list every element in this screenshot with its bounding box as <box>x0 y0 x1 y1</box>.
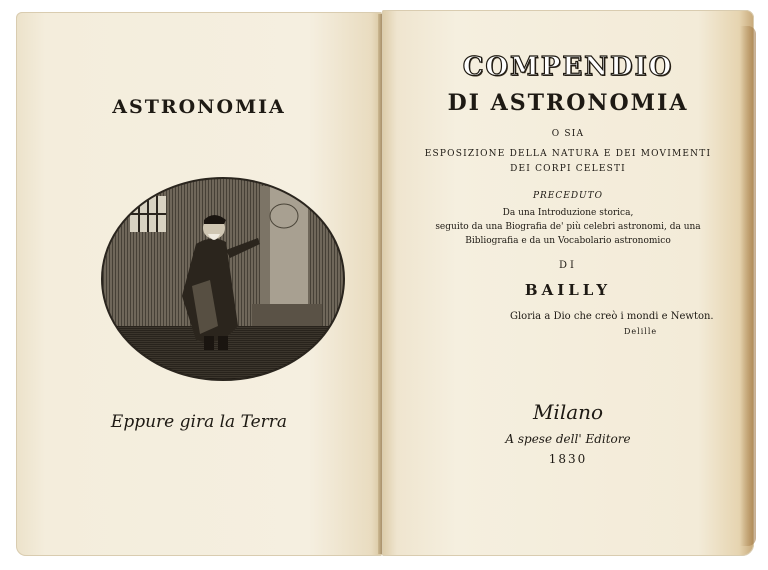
author-name: BAILLY <box>524 281 612 299</box>
galileo-engraving <box>100 176 346 382</box>
imprint-city: Milano <box>532 400 604 424</box>
open-book <box>10 6 762 562</box>
title-page <box>382 10 754 556</box>
imprint-publisher: A spese dell' Editore <box>505 432 631 446</box>
epigraph-author: Delille <box>624 327 658 336</box>
frontispiece-caption: Eppure gira la Terra <box>110 412 288 432</box>
page-edge-staining <box>740 26 756 546</box>
intro-line-1: Da una Introduzione storica, <box>502 208 634 218</box>
intro-line-3: Bibliografia e da un Vocabolario astronomico <box>465 236 671 246</box>
subtitle-line-1: ESPOSIZIONE DELLA NATURA E DEI MOVIMENTI <box>424 149 712 159</box>
left-page <box>16 12 382 556</box>
preceduto: PRECEDUTO <box>532 191 604 201</box>
title-line-2: DI ASTRONOMIA <box>447 90 689 116</box>
subtitle-line-2: DEI CORPI CELESTI <box>510 164 626 174</box>
intro-line-2: seguito da una Biografia de' più celebri astronomi, da una <box>435 222 701 232</box>
epigraph-quote: Gloria a Dio che creò i mondi e Newton. <box>510 311 714 322</box>
title-line-1: COMPENDIO <box>462 52 674 82</box>
imprint-year: 1830 <box>548 452 588 466</box>
o-sia: O SIA <box>551 129 585 139</box>
di-label: DI <box>559 260 577 271</box>
frontispiece-title: ASTRONOMIA <box>112 96 286 118</box>
